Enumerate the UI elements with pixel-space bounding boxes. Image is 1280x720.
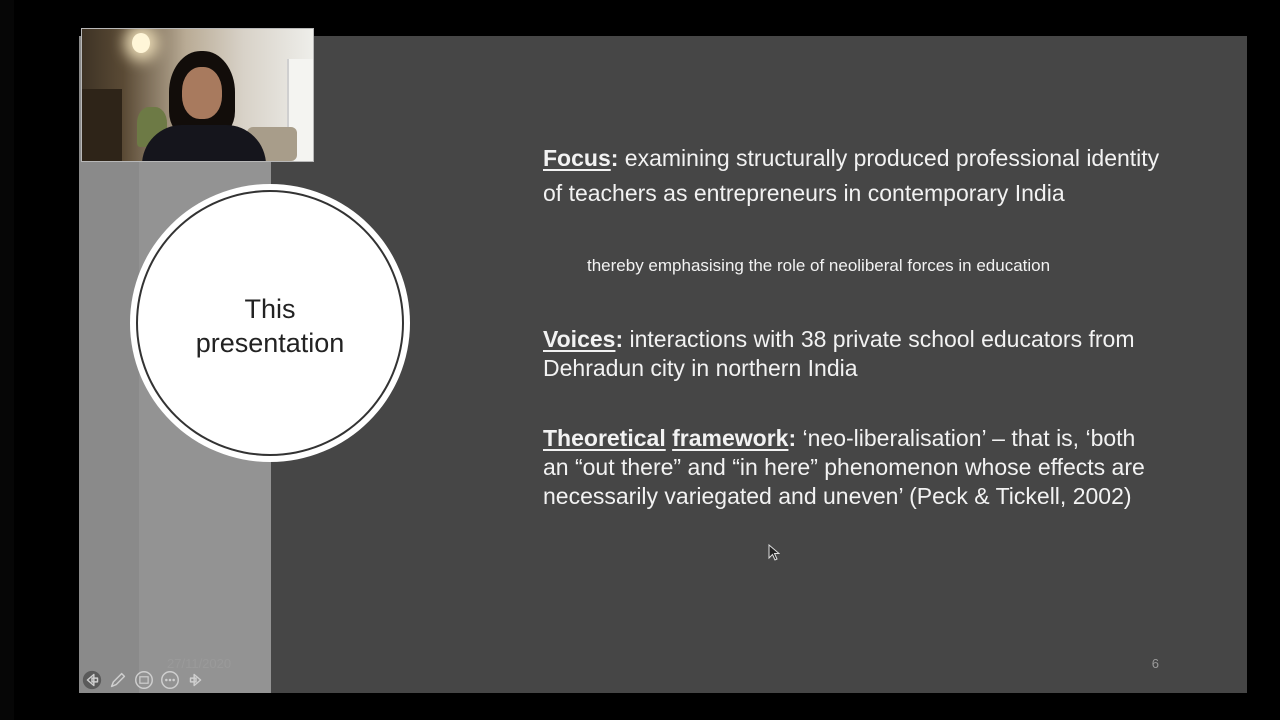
voices-text: interactions with 38 private school educators from Dehradun city in northern India [543,326,1135,381]
slide-footer-date: 27/11/2020 [167,656,232,671]
voices-paragraph [543,325,1163,383]
previous-slide-button[interactable] [80,668,104,692]
title-circle-ring [136,190,404,456]
circle-title [138,292,402,360]
slides-icon [133,669,155,691]
theory-paragraph [543,424,1163,511]
webcam-background-shelf [82,89,122,161]
webcam-lamp [132,33,150,53]
circle-title-line1: This [244,294,296,324]
slide-page-number: 6 [1151,656,1159,671]
see-all-slides-button[interactable] [132,668,156,692]
more-options-button[interactable] [158,668,182,692]
focus-colon: : [610,145,619,171]
webcam-video-feed[interactable] [81,28,314,162]
focus-paragraph [543,141,1163,211]
mouse-pointer-icon [768,544,780,562]
theory-colon: : [788,425,797,451]
slideshow-toolbar [80,668,208,692]
voices-colon: : [615,326,624,352]
theory-text: ‘neo-liberalisation’ – that is, ‘both an “out there” and “in here” phenomenon whose effects are necessarily variegated and uneven’ (Peck & Tickell, 2002) [543,425,1145,509]
theory-label-1: Theoretical [543,425,666,451]
arrow-left-icon [81,669,103,691]
presenter-face [182,67,222,119]
circle-title-line2: presentation [195,328,345,358]
next-slide-button[interactable] [184,668,208,692]
focus-label: Focus [543,145,611,171]
pen-tool-button[interactable] [106,668,130,692]
title-circle [130,184,410,462]
more-icon [159,669,181,691]
focus-subtext: thereby emphasising the role of neoliberal forces in education [587,256,1051,275]
pen-icon [107,669,129,691]
presenter-body [142,125,266,162]
focus-text: examining structurally produced professional identity of teachers as entrepreneurs in contemporary India [543,145,1160,206]
voices-label: Voices [543,326,616,352]
arrow-right-icon [185,669,207,691]
screen-border [0,0,14,720]
theory-label-2: framework [672,425,789,451]
